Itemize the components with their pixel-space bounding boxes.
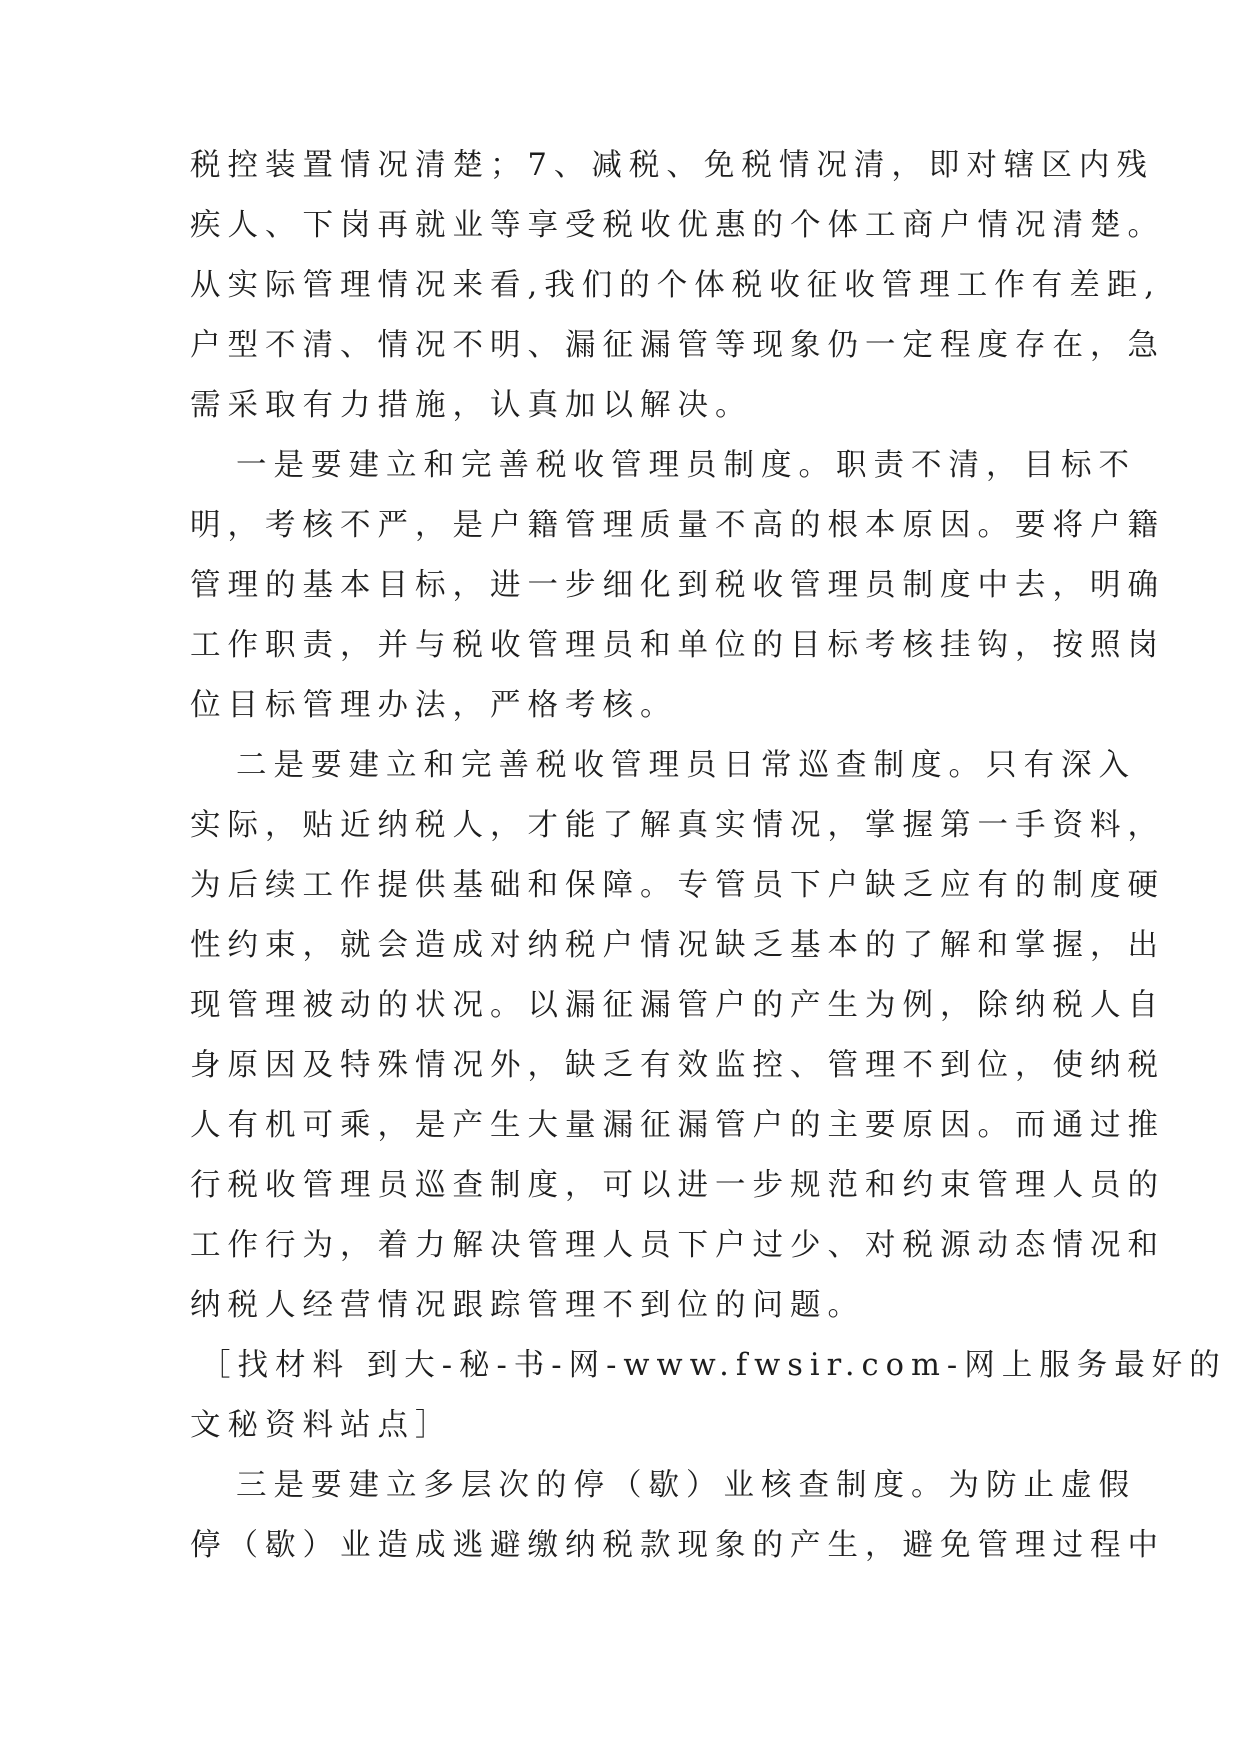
text-line: 人有机可乘，是产生大量漏征漏管户的主要原因。而通过推 <box>190 1108 1165 1143</box>
text-line: 现管理被动的状况。以漏征漏管户的产生为例，除纳税人自 <box>190 988 1165 1023</box>
text-line: 工作职责，并与税收管理员和单位的目标考核挂钩，按照岗 <box>190 628 1165 663</box>
text-line: 疾人、下岗再就业等享受税收优惠的个体工商户情况清楚。 <box>190 208 1165 243</box>
text-line: 明，考核不严，是户籍管理质量不高的根本原因。要将户籍 <box>190 508 1165 543</box>
text-line: 身原因及特殊情况外，缺乏有效监控、管理不到位，使纳税 <box>190 1048 1165 1083</box>
text-line: 户型不清、情况不明、漏征漏管等现象仍一定程度存在，急 <box>190 328 1165 363</box>
text-line: 实际，贴近纳税人，才能了解真实情况，掌握第一手资料， <box>190 808 1165 843</box>
paragraph-first-line: 三是要建立多层次的停（歇）业核查制度。为防止虚假 <box>236 1468 1136 1503</box>
paragraph-first-line: 二是要建立和完善税收管理员日常巡查制度。只有深入 <box>236 748 1136 783</box>
text-line: 性约束，就会造成对纳税户情况缺乏基本的了解和掌握，出 <box>190 928 1165 963</box>
text-line: 行税收管理员巡查制度，可以进一步规范和约束管理人员的 <box>190 1168 1165 1203</box>
text-line: 纳税人经营情况跟踪管理不到位的问题。 <box>190 1288 865 1323</box>
source-note-line: ［找材料 到大-秘-书-网-www.fwsir.com-网上服务最好的 <box>200 1348 1227 1383</box>
text-line: 从实际管理情况来看,我们的个体税收征收管理工作有差距, <box>190 268 1161 303</box>
text-line: 管理的基本目标，进一步细化到税收管理员制度中去，明确 <box>190 568 1165 603</box>
text-line: 位目标管理办法，严格考核。 <box>190 688 678 723</box>
text-line: 需采取有力措施，认真加以解决。 <box>190 388 753 423</box>
text-line: 为后续工作提供基础和保障。专管员下户缺乏应有的制度硬 <box>190 868 1165 903</box>
text-line: 工作行为，着力解决管理人员下户过少、对税源动态情况和 <box>190 1228 1165 1263</box>
paragraph-first-line: 一是要建立和完善税收管理员制度。职责不清，目标不 <box>236 448 1136 483</box>
source-note-line: 文秘资料站点］ <box>190 1408 453 1443</box>
text-line: 税控装置情况清楚；7、减税、免税情况清，即对辖区内残 <box>190 148 1154 183</box>
text-line: 停（歇）业造成逃避缴纳税款现象的产生，避免管理过程中 <box>190 1528 1165 1563</box>
